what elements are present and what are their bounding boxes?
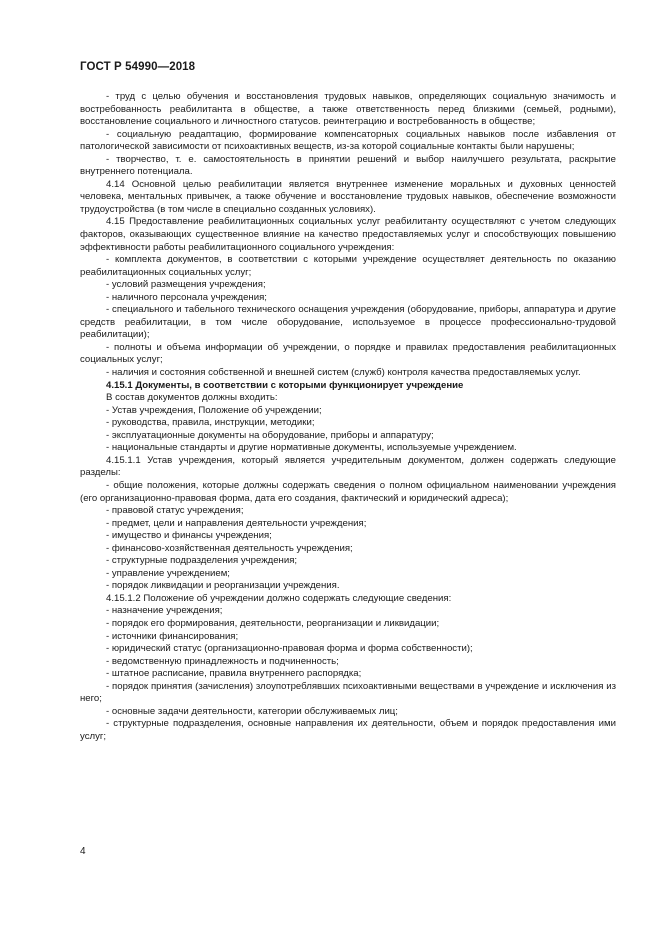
paragraph: - труд с целью обучения и восстановления трудовых навыков, определяющих социальную значимость и востребованность реабилитанта в обществе, а также ответственность перед близкими (семьей, родными), восстановление социального и личностного статусов. реинтеграцию и востребованность в обществе; [80,91,616,128]
paragraph: - эксплуатационные документы на оборудование, приборы и аппаратуру; [106,429,434,441]
paragraph: - условий размещения учреждения; [106,279,266,291]
paragraph: - социальную реадаптацию, формирование компенсаторных социальных навыков после избавления от патологической зависимости от психоактивных веществ, из-за которой социальные контакты были нарушены; [80,128,616,153]
document-body [80,91,616,743]
paragraph: - комплекта документов, в соответствии с которыми учреждение осуществляет деятельность по оказанию реабилитационных социальных услуг; [80,254,616,278]
paragraph: - предмет, цели и направления деятельности учреждения; [106,517,367,529]
paragraph: - руководства, правила, инструкции, методики; [106,417,315,429]
paragraph: 4.15 Предоставление реабилитационных социальных услуг реабилитанту осуществляют с учетом следующих факторов, оказывающих существенное влияние на качество предоставляемых услуг и способствующих повышению эффективности работы реабилитационного социального учреждения: [80,216,616,253]
paragraph: - структурные подразделения, основные направления их деятельности, объем и порядок предоставления ими услуг; [80,718,616,742]
paragraph: - имущество и финансы учреждения; [106,530,272,542]
paragraph: - полноты и объема информации об учреждении, о порядке и правилах предоставления реабилитационных социальных услуг; [80,341,616,366]
paragraph: - национальные стандарты и другие нормативные документы, используемые учреждением. [106,442,517,454]
paragraph: - общие положения, которые должны содержать сведения о полном официальном наименовании учреждения (его организационно-правовая форма, дата его создания, фактический и юридический адреса); [80,479,616,504]
paragraph: - источники финансирования; [106,630,239,642]
paragraph: - назначение учреждения; [106,605,223,617]
paragraph: 4.15.1.2 Положение об учреждении должно содержать следующие сведения: [106,592,452,604]
paragraph: - основные задачи деятельности, категории обслуживаемых лиц; [106,705,398,717]
paragraph: - порядок принятия (зачисления) злоупотреблявших психоактивными веществами в учреждение и исключения из него; [80,680,616,705]
paragraph: - порядок его формирования, деятельности, реорганизации и ликвидации; [106,617,440,629]
paragraph: - наличного персонала учреждения; [106,291,267,303]
paragraph: - наличия и состояния собственной и внешней систем (служб) контроля качества предоставляемых услуг. [106,367,581,379]
paragraph: - правовой статус учреждения; [106,505,244,517]
paragraph: - ведомственную принадлежность и подчиненность; [106,655,339,667]
paragraph: - финансово-хозяйственная деятельность учреждения; [106,542,353,554]
standard-header: ГОСТ Р 54990—2018 [80,61,196,73]
paragraph: - специального и табельного технического оснащения учреждения (оборудование, приборы, аппаратура и другие средств реабилитации, в том числе оборудование, используемое в процессе профессионально-трудовой реабилитации); [80,304,616,341]
paragraph: 4.15.1.1 Устав учреждения, который является учредительным документом, должен содержать следующие разделы: [80,454,616,479]
section-heading: 4.15.1 Документы, в соответствии с которыми функционирует учреждение [106,379,464,391]
paragraph: - Устав учреждения, Положение об учреждении; [106,404,322,416]
paragraph: - юридический статус (организационно-правовая форма и форма собственности); [106,643,473,655]
page-number: 4 [80,846,86,857]
paragraph: - управление учреждением; [106,567,230,579]
paragraph: 4.14 Основной целью реабилитации является внутреннее изменение моральных и духовных ценностей человека, ментальных привычек, а также обучение и восстановление трудовых навыков, обеспечение возможности трудоустройства (в том числе в специально созданных условиях). [80,178,616,215]
paragraph: - творчество, т. е. самостоятельность в принятии решений и выбор наилучшего результата, раскрытие внутреннего потенциала. [80,153,616,178]
paragraph: - порядок ликвидации и реорганизации учреждения. [106,580,340,592]
paragraph: - структурные подразделения учреждения; [106,555,298,567]
paragraph: - штатное расписание, правила внутреннего распорядка; [106,668,362,680]
paragraph: В состав документов должны входить: [106,392,278,404]
